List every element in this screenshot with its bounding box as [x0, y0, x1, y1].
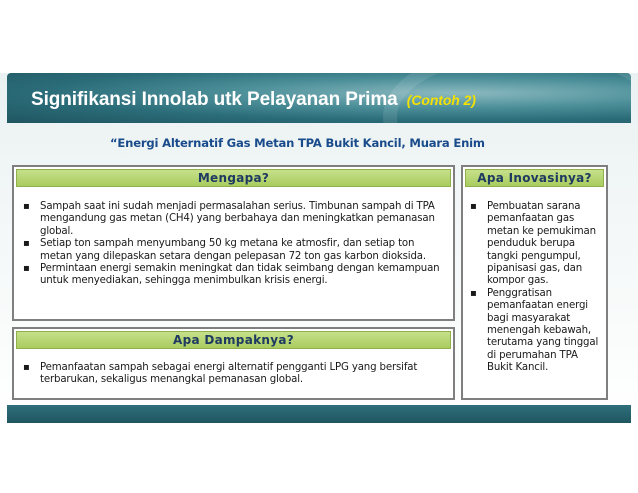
dampak-box [12, 327, 455, 400]
list-item: ▪ Setiap ton sampah menyumbang 50 kg metana ke atmosfir, dan setiap ton metan yang dilepaskan setara dengan pelepasan 72 ton gas karbon dioksida. [22, 238, 446, 263]
list-item: ▪ Penggratisan pemanfaatan energi bagi masyarakat menengah kebawah, terutama yang tinggal di perumahan TPA Bukit Kancil. [469, 288, 605, 375]
mengapa-box [12, 165, 455, 321]
inovasi-box [461, 165, 608, 400]
dampak-header: Apa Dampaknya? [16, 331, 451, 349]
slide-title-main: Signifikansi Innolab utk Pelayanan Prima [31, 89, 398, 110]
dampak-list [22, 362, 446, 387]
list-item: ▪ Sampah saat ini sudah menjadi permasalahan serius. Timbunan sampah di TPA mengandung gas metan (CH4) yang berbahaya dan meningkatkan pemanasan global. [22, 201, 446, 238]
inovasi-header: Apa Inovasinya? [465, 169, 604, 187]
list-item: ▪ Permintaan energi semakin meningkat dan tidak seimbang dengan kemampuan untuk menyediakan, sehingga menimbulkan krisis energi. [22, 263, 446, 288]
mengapa-list [22, 201, 446, 288]
slide-subtitle: “Energi Alternatif Gas Metan TPA Bukit Kancil, Muara Enim [110, 136, 485, 150]
title-band [7, 73, 631, 123]
mengapa-header: Mengapa? [16, 169, 451, 187]
slide-title [31, 89, 476, 111]
inovasi-list [469, 201, 605, 375]
list-item: ▪ Pembuatan sarana pemanfaatan gas metan ke pemukiman penduduk berupa tangki pengumpul, pipanisasi gas, dan kompor gas. [469, 201, 605, 288]
bottom-bar [7, 405, 631, 423]
list-item: ▪ Pemanfaatan sampah sebagai energi alternatif pengganti LPG yang bersifat terbarukan, sekaligus menangkal pemanasan global. [22, 362, 446, 387]
slide-title-example: (Contoh 2) [406, 92, 476, 108]
